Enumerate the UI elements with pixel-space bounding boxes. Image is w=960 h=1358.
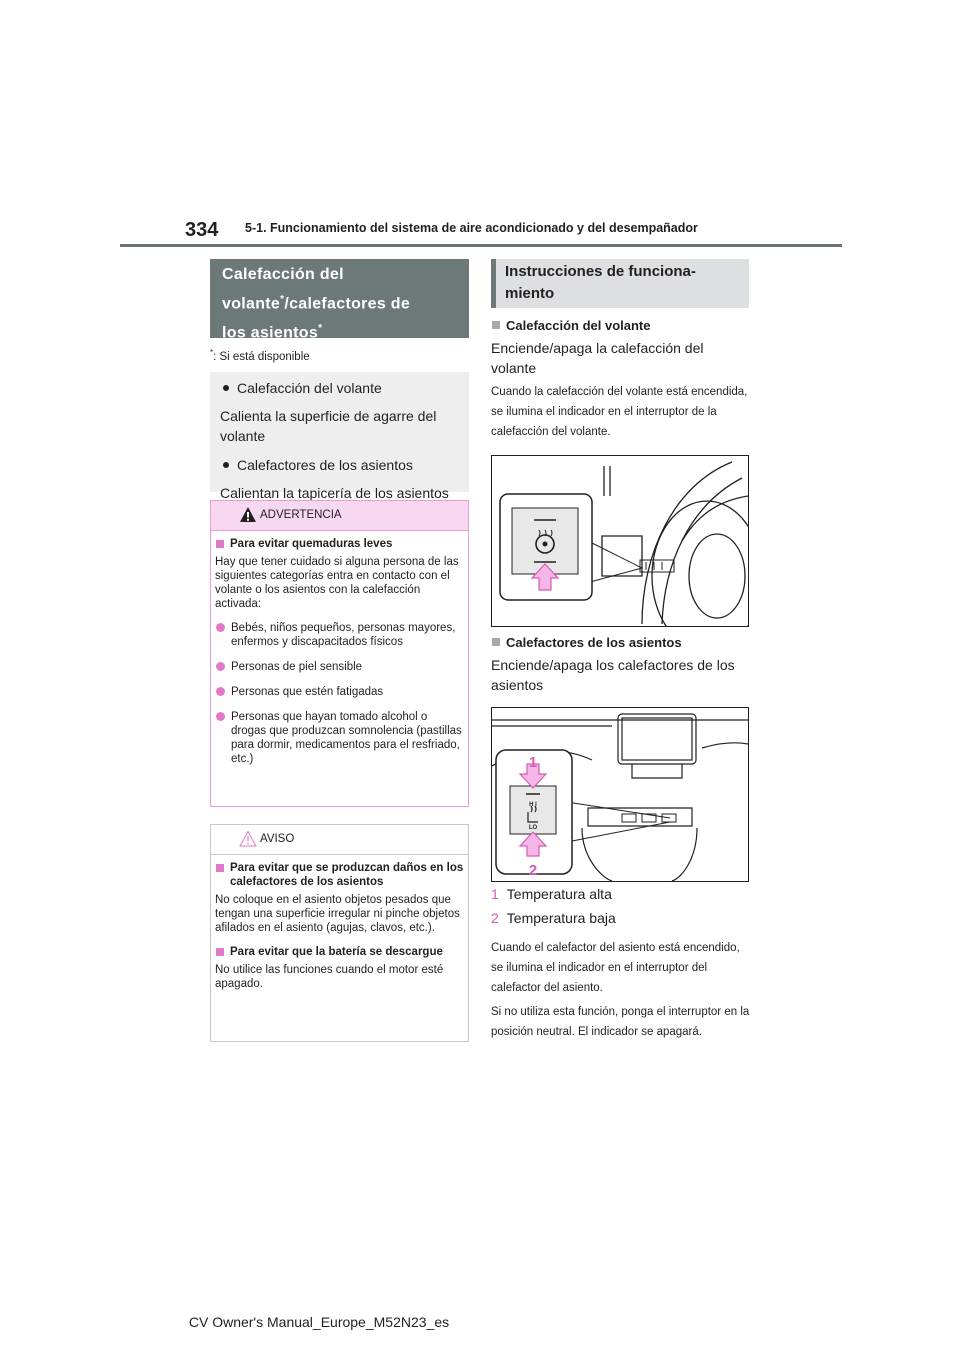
steering-heading: Calefacción del volante [491, 318, 651, 333]
header-rule [120, 244, 842, 247]
seats-heading: Calefactores de los asientos [491, 635, 682, 650]
warning-label: ADVERTENCIA [260, 509, 342, 521]
section-title-line: volante*/calefactores de [222, 294, 411, 313]
bullet-dot [216, 623, 225, 632]
callout-item-high: 1 Temperatura alta [491, 886, 612, 902]
feature-box [210, 372, 469, 501]
bullet-dot [223, 462, 229, 468]
availability-note: *: Si está disponible [210, 348, 310, 363]
section-title-line: miento [505, 285, 555, 302]
dashboard-drawing [492, 708, 748, 881]
page-number: 334 [185, 219, 219, 241]
bullet-dot [223, 385, 229, 391]
notice-text: No utilice las funciones cuando el motor esté apagado. [215, 964, 444, 990]
notice-box [210, 824, 469, 1042]
seats-note-1: Cuando el calefactor del asiento está encendido, se ilumina el indicador en el interruptor del calefactor del asiento. [491, 942, 740, 994]
notice-label: AVISO [260, 833, 295, 845]
steering-note: Cuando la calefacción del volante está encendida, se ilumina el indicador en el interruptor de la calefacción del volante. [491, 386, 748, 438]
feature-item-seats: Calefactores de los asientos [220, 455, 459, 475]
warning-bullet: Bebés, niños pequeños, personas mayores, enfermos y discapacitados físicos [215, 621, 464, 649]
callout-1-label: 1 [528, 754, 538, 771]
section-title-line: Calefacción del [222, 266, 344, 283]
steering-wheel-drawing [492, 456, 748, 626]
warning-bullet: Personas de piel sensible [215, 660, 464, 674]
feature-desc-seats: Calientan la tapicería de los asientos [220, 485, 449, 501]
seats-body: Enciende/apaga los calefactores de los asientos [491, 657, 735, 693]
steering-heater-illustration [491, 455, 749, 627]
square-bullet-icon [216, 864, 224, 872]
section-title-line: Instrucciones de funciona- [505, 263, 696, 280]
seat-heater-illustration [491, 707, 749, 882]
warning-heading: Para evitar quemaduras leves [215, 537, 464, 551]
chapter-title: 5-1. Funcionamiento del sistema de aire acondicionado y del desempañador [245, 221, 698, 235]
steering-body: Enciende/apaga la calefacción del volante [491, 340, 704, 376]
square-bullet-icon [216, 948, 224, 956]
warning-intro: Hay que tener cuidado si alguna persona de las siguientes categorías entra en contacto con el volante o los asientos con la calefacción activada: [215, 556, 459, 610]
notice-header [211, 825, 468, 855]
notice-text: No coloque en el asiento objetos pesados que tengan una superficie irregular ni pinche objetos afilados en el asiento (agujas, clavos, etc.). [215, 894, 460, 934]
bullet-dot [216, 712, 225, 721]
warning-bullet: Personas que hayan tomado alcohol o drogas que produzcan somnolencia (pastillas para dormir, medicamentos para el resfriado, etc.) [215, 710, 464, 766]
square-bullet-icon [492, 638, 500, 646]
feature-desc-steering: Calienta la superficie de agarre del volante [220, 408, 437, 444]
section-title-instructions [491, 259, 749, 308]
warning-header [211, 501, 468, 531]
warning-box [210, 500, 469, 807]
switch-hi-label: H I [529, 802, 537, 808]
bullet-dot [216, 687, 225, 696]
section-title-line: los asientos* [222, 323, 323, 342]
callout-2-label: 2 [528, 862, 538, 879]
seats-note-2: Si no utiliza esta función, ponga el interruptor en la posición neutral. El indicador se apagará. [491, 1006, 750, 1038]
square-bullet-icon [216, 540, 224, 548]
notice-heading: Para evitar que se produzcan daños en los calefactores de los asientos [215, 861, 464, 889]
switch-lo-label: LO [528, 825, 538, 831]
footer: CV Owner's Manual_Europe_M52N23_es [188, 1314, 450, 1330]
section-title-heating [210, 259, 469, 342]
notice-triangle-icon [239, 830, 257, 847]
square-bullet-icon [492, 321, 500, 329]
warning-triangle-icon [239, 506, 257, 523]
warning-bullet: Personas que estén fatigadas [215, 685, 464, 699]
callout-item-low: 2 Temperatura baja [491, 910, 616, 926]
bullet-dot [216, 662, 225, 671]
feature-item-steering: Calefacción del volante [220, 378, 459, 398]
notice-heading: Para evitar que la batería se descargue [215, 945, 464, 959]
